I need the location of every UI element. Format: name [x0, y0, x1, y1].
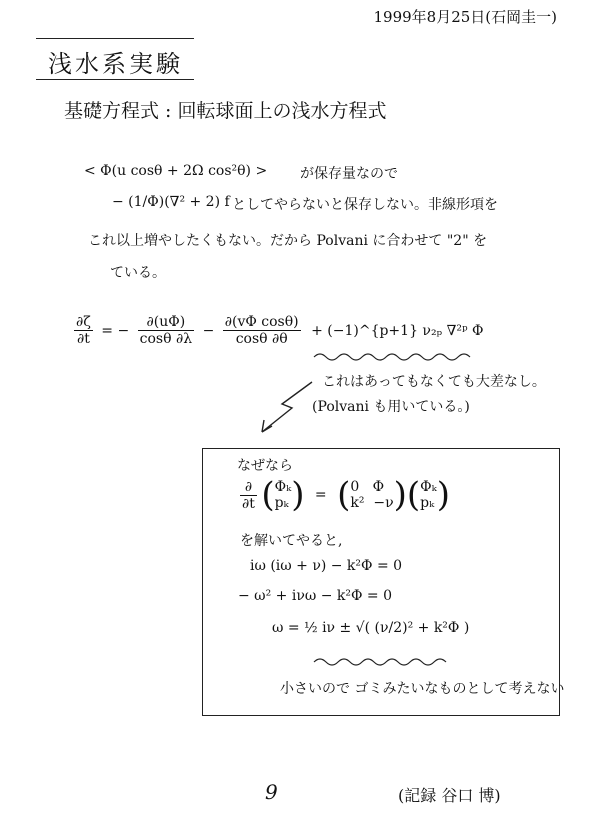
note-line2: (Polvani も用いている。) — [312, 399, 470, 415]
eq-term2: $\frac{\text{∂(vΦ cosθ)}}{\cos\theta \partial\theta}$ — [224, 314, 299, 347]
para-line4: ている。 — [110, 265, 166, 281]
eq-lhs: $\frac{\partial\zeta}{\partial t}$ — [76, 314, 91, 347]
para-line2-text: としてやらないと保存しない。非線形項を — [232, 197, 498, 213]
box-dt: $\frac{\partial}{\partial t}$ — [242, 478, 255, 512]
box-matrix: 0 Φ k² −ν — [350, 479, 394, 511]
box-eq1: iω (iω + ν) − k²Φ = 0 — [250, 558, 403, 574]
page-title: 浅水系実験 — [48, 50, 183, 78]
box-conclusion: 小さいので ゴミみたいなものとして考えない — [280, 681, 565, 697]
note-line1: これはあってもなくても大差なし。 — [322, 374, 546, 390]
para-line3: これ以上増やしたくもない。だから Polvani に合わせて "2" を — [88, 233, 488, 249]
page-number: 9 — [265, 780, 278, 804]
box-eq2: − ω² + iνω − k²Φ = 0 — [238, 588, 392, 604]
wavy-underline — [312, 350, 482, 364]
box-label: なぜなら — [234, 455, 296, 475]
eq-term3: + (−1)^{p+1} ν₂ₚ ∇²ᵖ Φ — [311, 322, 484, 339]
box-vec2: Φₖ pₖ — [420, 479, 437, 511]
para-line1-expr: < Φ(u cosθ + 2Ω cos²θ) > — [84, 163, 268, 179]
box-solve: を解いてやると, — [240, 533, 343, 549]
page-subtitle: 基礎方程式 : 回転球面上の浅水方程式 — [64, 100, 387, 122]
box-eq3: ω = ½ iν ± √( (ν/2)² + k²Φ ) — [272, 620, 470, 636]
box-wavy-underline — [312, 655, 462, 669]
header-date: 1999年8月25日(石岡圭一) — [373, 8, 557, 26]
main-equation: $\frac{\partial\zeta}{\partial t}$ = − $\frac{\partial(u\Phi)}{\cos\theta \partial\lambda}$ − $\frac{\text{∂(vΦ cosθ)}}{\cos\theta \partial\theta}$ + (−1)^{p+1} ν₂ₚ ∇²ᵖ Φ — [76, 314, 484, 347]
box-system: $\frac{\partial}{\partial t}$ ( Φₖ pₖ ) = ( 0 Φ k² −ν )( Φₖ pₖ ) — [242, 475, 450, 515]
box-vec1: Φₖ pₖ — [274, 479, 292, 511]
para-line1-text: が保存量なので — [300, 166, 398, 182]
arrow-icon — [252, 378, 322, 446]
recorder: (記録 谷口 博) — [398, 786, 501, 805]
eq-term1: $\frac{\partial(u\Phi)}{\cos\theta \partial\lambda}$ — [139, 314, 193, 347]
para-line2-expr: − (1/Φ)(∇² + 2) f — [112, 194, 230, 210]
